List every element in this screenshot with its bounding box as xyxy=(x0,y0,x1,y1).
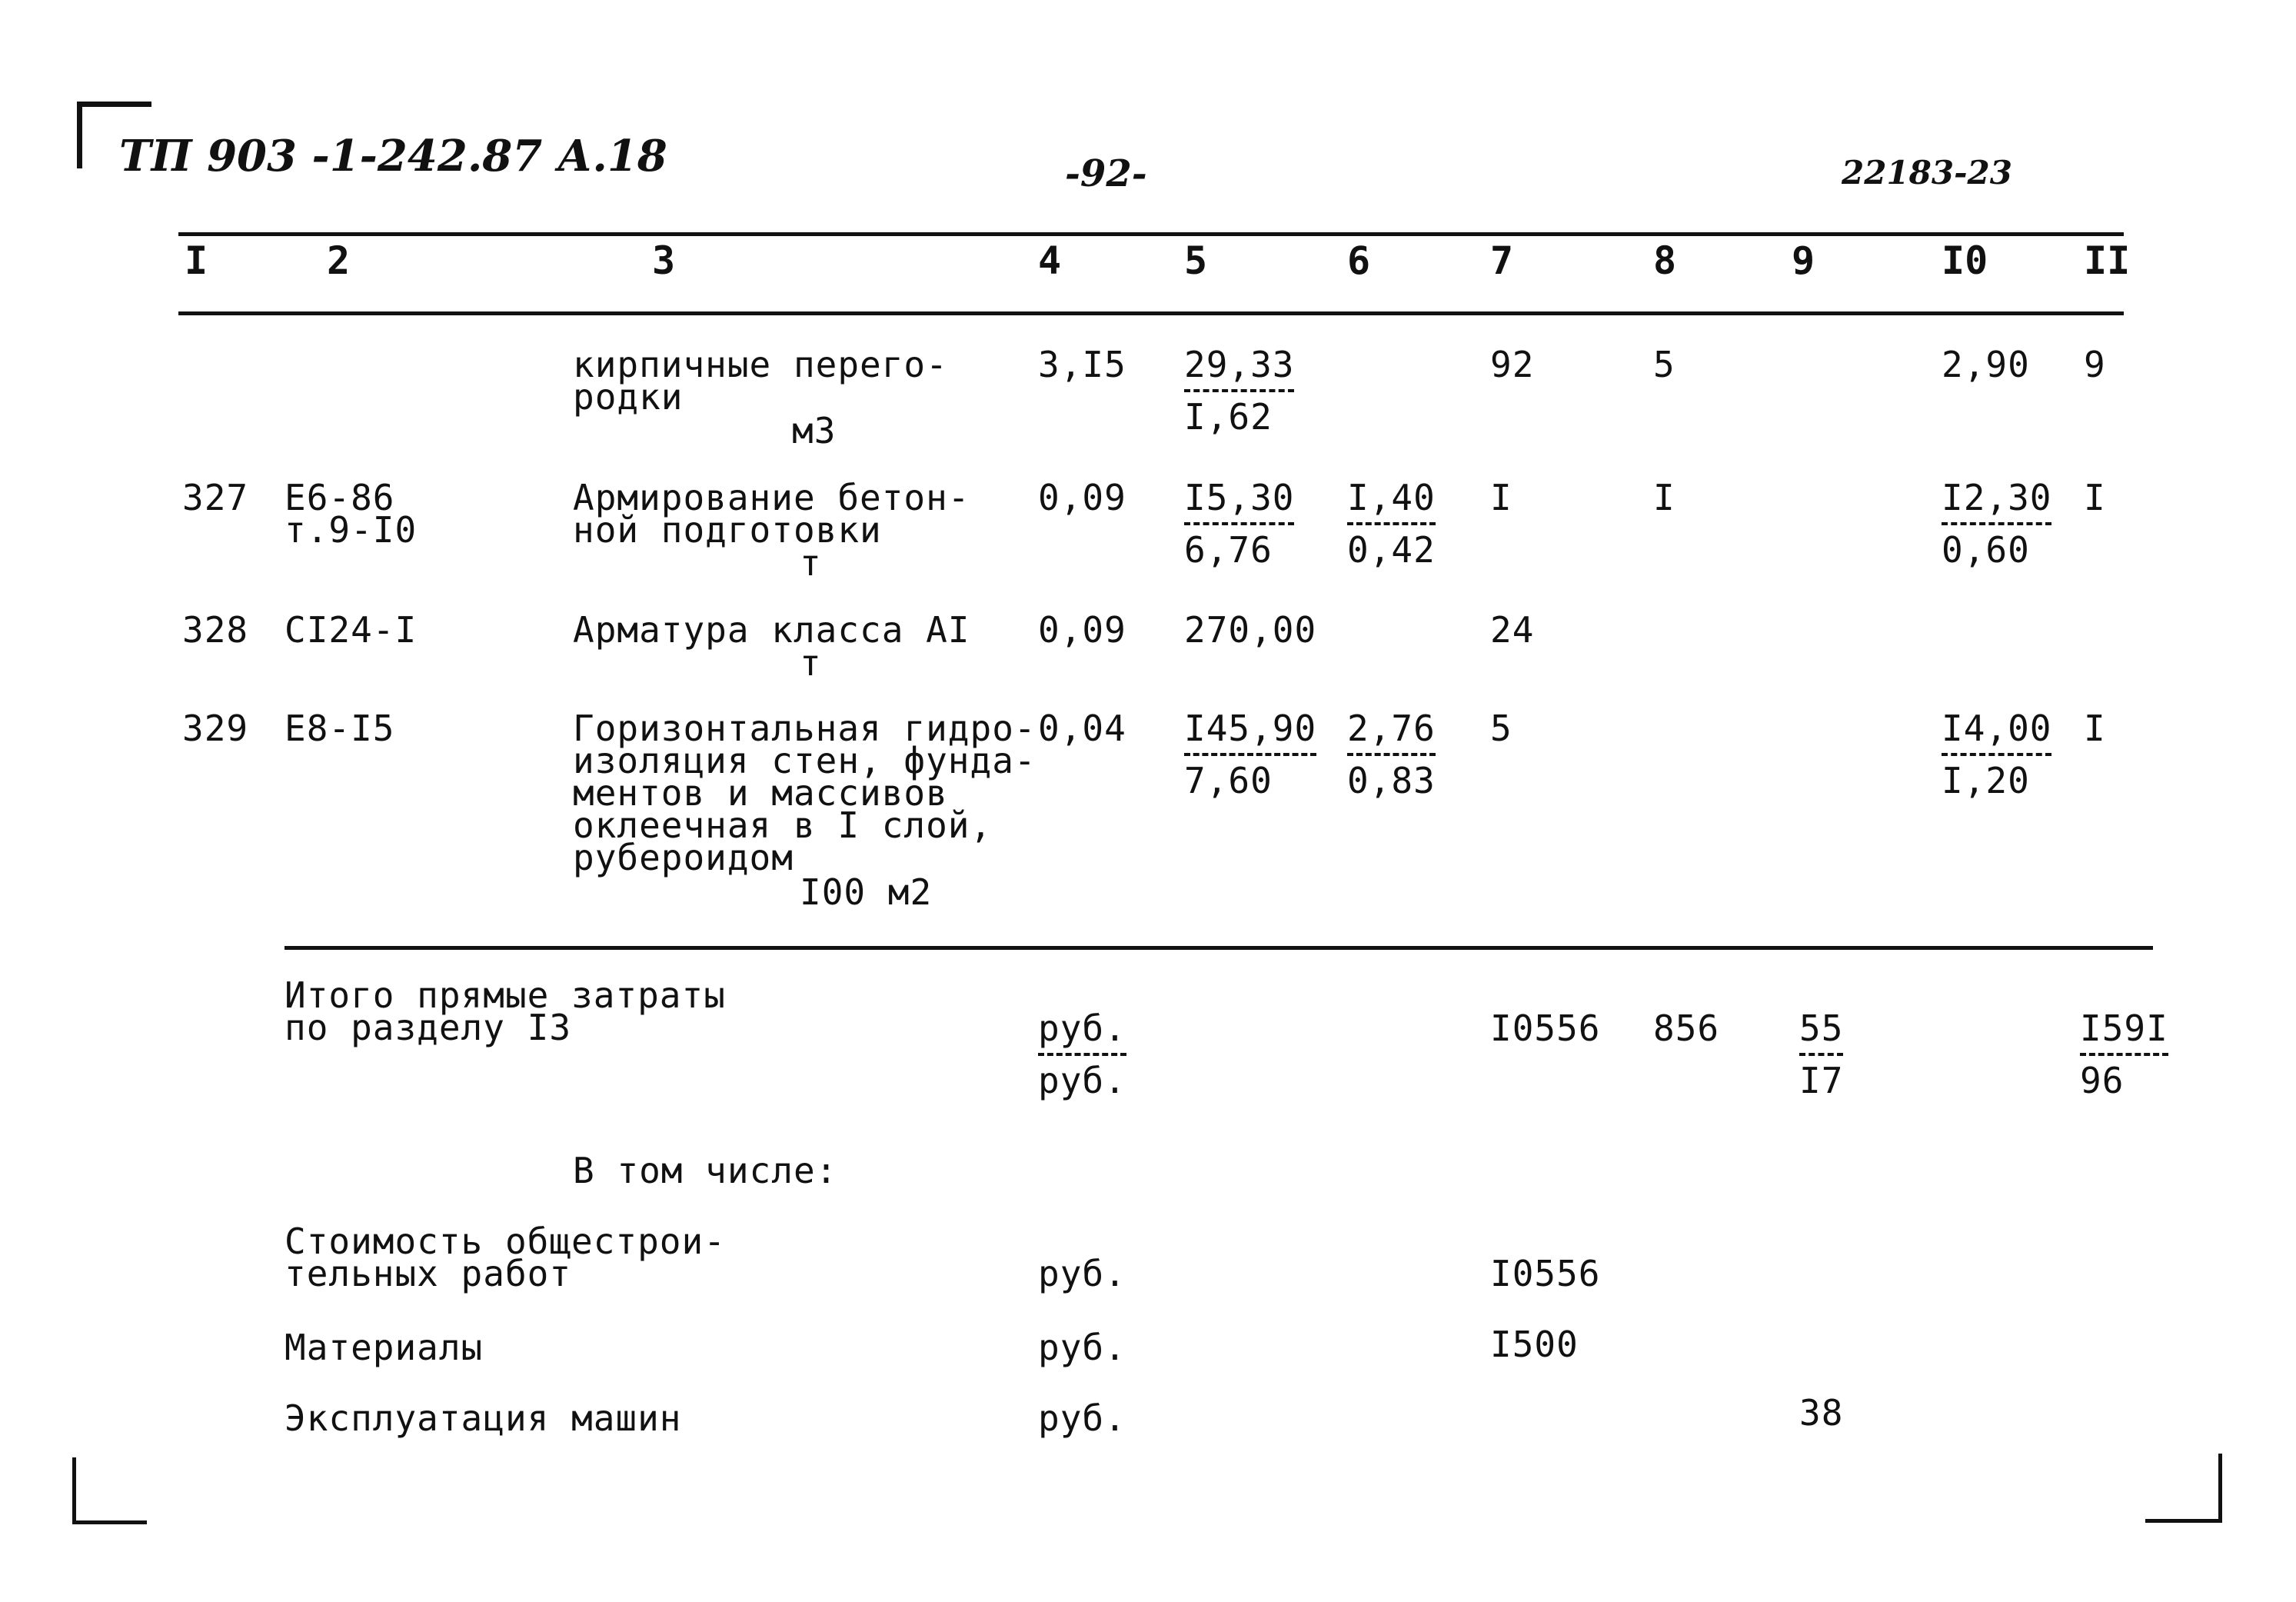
document-code: ТП 903 -1-242.87 А.18 xyxy=(119,131,667,182)
cell-col5-fraction xyxy=(1184,708,1317,801)
norm-code-table: т.9-I0 xyxy=(285,509,418,551)
totals-col8: 856 xyxy=(1653,1007,1720,1049)
cell-col7: 5 xyxy=(1490,708,1512,749)
cell-col6-fraction xyxy=(1347,477,1436,571)
cell-col10-fraction xyxy=(1942,477,2052,571)
including-item-unit: руб. xyxy=(1038,1327,1126,1368)
fraction-numerator: I45,90 xyxy=(1184,711,1316,756)
unit-label: I00 м2 xyxy=(800,871,933,913)
fraction-numerator: I59I xyxy=(2080,1011,2168,1056)
fraction-numerator: I2,30 xyxy=(1942,481,2051,525)
description-line: кирпичные перего- xyxy=(573,344,948,385)
cell-col11: I xyxy=(2084,708,2106,749)
including-item-label: Материалы xyxy=(285,1327,484,1368)
row-number: 328 xyxy=(182,609,249,651)
row-number: 329 xyxy=(182,708,249,749)
cell-col7: I xyxy=(1490,477,1512,518)
cell-col4: 3,I5 xyxy=(1038,344,1126,385)
cell-col6-fraction xyxy=(1347,708,1436,801)
column-header-3: 3 xyxy=(652,238,676,283)
unit-label: м3 xyxy=(792,410,837,451)
column-header-5: 5 xyxy=(1184,238,1208,283)
cell-col5-fraction xyxy=(1184,477,1295,571)
totals-label: по разделу I3 xyxy=(285,1007,572,1048)
column-header-6: 6 xyxy=(1347,238,1371,283)
fraction-numerator: I5,30 xyxy=(1184,481,1294,525)
column-header-9: 9 xyxy=(1792,238,1815,283)
including-item-value: I500 xyxy=(1490,1324,1579,1365)
description-line: Горизонтальная гидро- xyxy=(573,708,1037,749)
including-item-value: 38 xyxy=(1799,1392,1844,1434)
cell-col4: 0,09 xyxy=(1038,477,1126,518)
column-header-7: 7 xyxy=(1490,238,1514,283)
cell-col5: 270,00 xyxy=(1184,609,1317,651)
including-item-value: I0556 xyxy=(1490,1253,1601,1294)
fraction-numerator: I4,00 xyxy=(1942,711,2051,756)
norm-code: Е8-I5 xyxy=(285,708,395,749)
fraction-numerator: руб. xyxy=(1038,1011,1126,1056)
corner-mark-bottom-left xyxy=(72,1457,147,1524)
including-item-label: Эксплуатация машин xyxy=(285,1397,682,1439)
including-item-label: тельных работ xyxy=(285,1253,572,1294)
cell-col8: 5 xyxy=(1653,344,1675,385)
description-line: рубероидом xyxy=(573,837,794,878)
including-item-unit: руб. xyxy=(1038,1397,1126,1439)
totals-label: Итого прямые затраты xyxy=(285,974,726,1016)
cell-col7: 92 xyxy=(1490,344,1535,385)
column-header-1: I xyxy=(185,238,208,283)
fraction-numerator: I,40 xyxy=(1347,481,1436,525)
column-header-4: 4 xyxy=(1038,238,1062,283)
fraction-numerator: 55 xyxy=(1799,1011,1843,1056)
fraction-numerator: 2,76 xyxy=(1347,711,1436,756)
fraction-denominator: 7,60 xyxy=(1184,760,1273,801)
totals-col9-fraction xyxy=(1799,1007,1844,1101)
column-header-8: 8 xyxy=(1653,238,1677,283)
fraction-denominator: I,62 xyxy=(1184,396,1273,438)
reference-number: 22183-23 xyxy=(1842,154,2012,192)
fraction-denominator: 6,76 xyxy=(1184,529,1273,571)
cell-col7: 24 xyxy=(1490,609,1535,651)
fraction-denominator: 0,42 xyxy=(1347,529,1436,571)
cell-col5-fraction xyxy=(1184,344,1295,438)
header-bottom-rule xyxy=(178,311,2124,315)
cell-col11: I xyxy=(2084,477,2106,518)
description-line: оклеечная в I слой, xyxy=(573,804,993,846)
cell-col10: 2,90 xyxy=(1942,344,2030,385)
cell-col4: 0,04 xyxy=(1038,708,1126,749)
description-line: родки xyxy=(573,376,684,418)
row-number: 327 xyxy=(182,477,249,518)
including-item-unit: руб. xyxy=(1038,1253,1126,1294)
fraction-denominator: 96 xyxy=(2080,1060,2125,1101)
unit-label: т xyxy=(800,542,822,584)
cell-col11: 9 xyxy=(2084,344,2106,385)
fraction-denominator: 0,60 xyxy=(1942,529,2030,571)
totals-col11-fraction xyxy=(2080,1007,2168,1101)
fraction-denominator: руб. xyxy=(1038,1060,1126,1101)
fraction-denominator: I,20 xyxy=(1942,760,2030,801)
table-top-rule xyxy=(178,232,2124,236)
including-heading: В том числе: xyxy=(573,1150,838,1191)
description-line: изоляция стен, фунда- xyxy=(573,740,1037,781)
description-line: Арматура класса АI xyxy=(573,609,970,651)
column-header-2: 2 xyxy=(327,238,351,283)
unit-label: т xyxy=(800,642,822,684)
fraction-numerator: 29,33 xyxy=(1184,348,1294,392)
including-item-label: Стоимость общестрои- xyxy=(285,1221,726,1262)
column-header-10: I0 xyxy=(1942,238,1988,283)
totals-unit-fraction xyxy=(1038,1007,1126,1101)
cell-col4: 0,09 xyxy=(1038,609,1126,651)
norm-code: СI24-I xyxy=(285,609,418,651)
column-header-11: II xyxy=(2084,238,2131,283)
description-line: ментов и массивов xyxy=(573,772,948,814)
totals-col7: I0556 xyxy=(1490,1007,1601,1049)
description-line: ной подготовки xyxy=(573,509,882,551)
cell-col8: I xyxy=(1653,477,1675,518)
section-end-rule xyxy=(285,946,2153,950)
fraction-denominator: I7 xyxy=(1799,1060,1844,1101)
fraction-denominator: 0,83 xyxy=(1347,760,1436,801)
corner-mark-bottom-right xyxy=(2145,1454,2222,1523)
description-line: Армирование бетон- xyxy=(573,477,970,518)
norm-code: Е6-86 xyxy=(285,477,395,518)
page-number: -92- xyxy=(1065,152,1147,195)
cell-col10-fraction xyxy=(1942,708,2052,801)
